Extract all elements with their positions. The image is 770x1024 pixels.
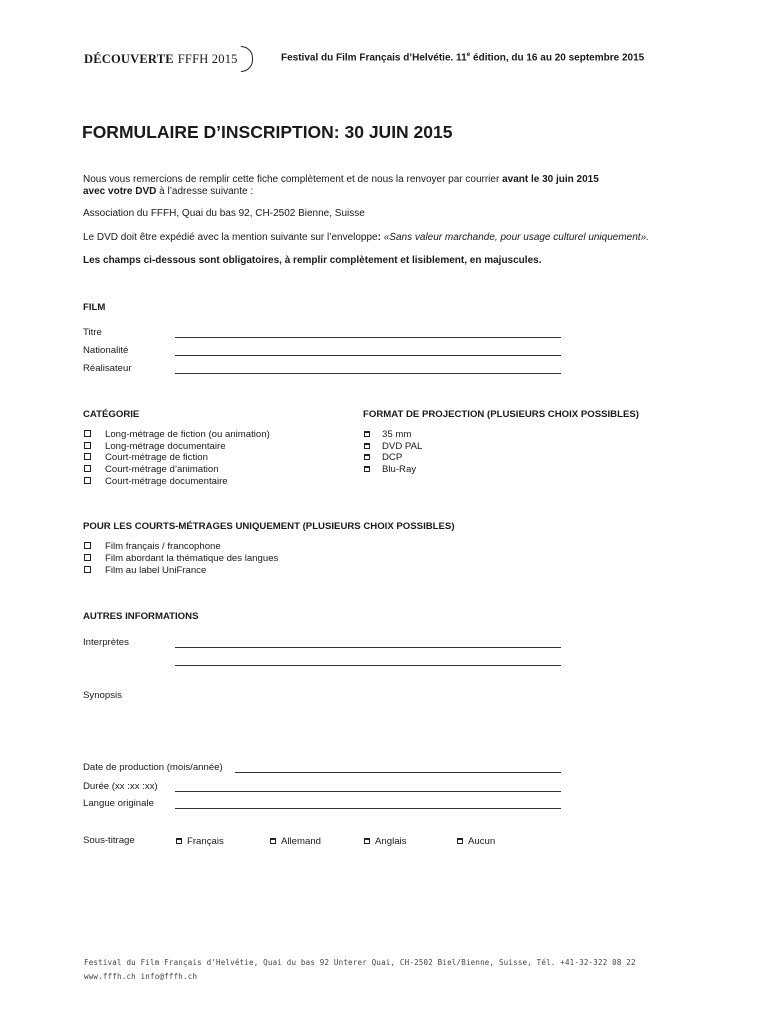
checkbox-icon[interactable]: [364, 431, 370, 437]
format-option[interactable]: DCP: [364, 452, 402, 464]
checkbox-icon[interactable]: [84, 554, 91, 561]
footer-address: Festival du Film Français d'Helvétie, Quai du bas 92 Unterer Quai, CH-2502 Biel/Bienne, Suisse, Tél. +41-32-322 08 22: [84, 958, 636, 967]
titre-label: Titre: [83, 327, 102, 338]
langue-field[interactable]: [175, 808, 561, 809]
checkbox-icon[interactable]: [84, 566, 91, 573]
format-option[interactable]: DVD PAL: [364, 441, 422, 453]
nationalite-label: Nationalité: [83, 345, 129, 356]
courts-option[interactable]: Film français / francophone: [84, 541, 221, 553]
checkbox-icon[interactable]: [84, 453, 91, 460]
sous-titrage-option[interactable]: Anglais: [364, 836, 406, 848]
logo-main-text: DÉCOUVERTE: [84, 51, 174, 66]
synopsis-label: Synopsis: [83, 690, 122, 701]
festival-edition-line: Festival du Film Français d’Helvétie. 11e édition, du 16 au 20 septembre 2015: [281, 51, 645, 64]
checkbox-icon[interactable]: [364, 838, 370, 844]
checkbox-icon[interactable]: [84, 477, 91, 484]
sous-titrage-option[interactable]: Aucun: [457, 836, 495, 848]
courts-heading: POUR LES COURTS-MÉTRAGES UNIQUEMENT (PLUSIEURS CHOIX POSSIBLES): [83, 521, 455, 532]
checkbox-icon[interactable]: [364, 466, 370, 472]
format-option[interactable]: 35 mm: [364, 429, 411, 441]
dvd-instruction: Le DVD doit être expédié avec la mention suivante sur l’enveloppe: «Sans valeur marchande, pour usage culturel uniquement».: [83, 232, 649, 243]
sous-titrage-option[interactable]: Français: [176, 836, 224, 848]
courts-option[interactable]: Film au label UniFrance: [84, 565, 206, 577]
film-heading: FILM: [83, 302, 106, 313]
logo-arc-icon: [241, 46, 253, 72]
langue-label: Langue originale: [83, 798, 154, 809]
checkbox-icon[interactable]: [84, 442, 91, 449]
format-option[interactable]: Blu-Ray: [364, 464, 416, 476]
courts-option[interactable]: Film abordant la thématique des langues: [84, 553, 278, 565]
categorie-option[interactable]: Long-métrage documentaire: [84, 441, 226, 453]
checkbox-icon[interactable]: [364, 454, 370, 460]
footer-contact: www.fffh.ch info@fffh.ch: [84, 972, 198, 981]
autres-heading: AUTRES INFORMATIONS: [83, 611, 199, 622]
checkbox-icon[interactable]: [364, 443, 370, 449]
checkbox-icon[interactable]: [84, 542, 91, 549]
festival-logo: [84, 44, 253, 74]
interpretes-field-2[interactable]: [175, 665, 561, 666]
page-title: FORMULAIRE D’INSCRIPTION: 30 JUIN 2015: [82, 122, 453, 142]
intro-paragraph: Nous vous remercions de remplir cette fiche complètement et de nous la renvoyer par courrier avant le 30 juin 2015 avec votre DVD à l’adresse suivante :: [83, 174, 599, 197]
categorie-option[interactable]: Long-métrage de fiction (ou animation): [84, 429, 270, 441]
date-production-field[interactable]: [235, 772, 561, 773]
address-text: Association du FFFH, Quai du bas 92, CH-2502 Bienne, Suisse: [83, 208, 365, 219]
sous-titrage-option[interactable]: Allemand: [270, 836, 321, 848]
titre-field[interactable]: [175, 337, 561, 338]
mandatory-notice: Les champs ci-dessous sont obligatoires, à remplir complètement et lisiblement, en majuscules.: [83, 255, 542, 266]
sous-titrage-label: Sous-titrage: [83, 835, 135, 846]
checkbox-icon[interactable]: [84, 430, 91, 437]
checkbox-icon[interactable]: [270, 838, 276, 844]
categorie-option[interactable]: Court-métrage documentaire: [84, 476, 228, 488]
checkbox-icon[interactable]: [457, 838, 463, 844]
duree-label: Durée (xx :xx :xx): [83, 781, 158, 792]
categorie-heading: CATÉGORIE: [83, 409, 140, 420]
checkbox-icon[interactable]: [84, 465, 91, 472]
date-production-label: Date de production (mois/année): [83, 762, 223, 773]
realisateur-label: Réalisateur: [83, 363, 132, 374]
categorie-option[interactable]: Court-métrage d’animation: [84, 464, 219, 476]
interpretes-field[interactable]: [175, 647, 561, 648]
duree-field[interactable]: [175, 791, 561, 792]
nationalite-field[interactable]: [175, 355, 561, 356]
categorie-option[interactable]: Court-métrage de fiction: [84, 452, 208, 464]
format-heading: FORMAT DE PROJECTION (PLUSIEURS CHOIX POSSIBLES): [363, 409, 639, 420]
interpretes-label: Interprètes: [83, 637, 129, 648]
realisateur-field[interactable]: [175, 373, 561, 374]
checkbox-icon[interactable]: [176, 838, 182, 844]
logo-sub-text: FFFH 2015: [177, 51, 238, 66]
